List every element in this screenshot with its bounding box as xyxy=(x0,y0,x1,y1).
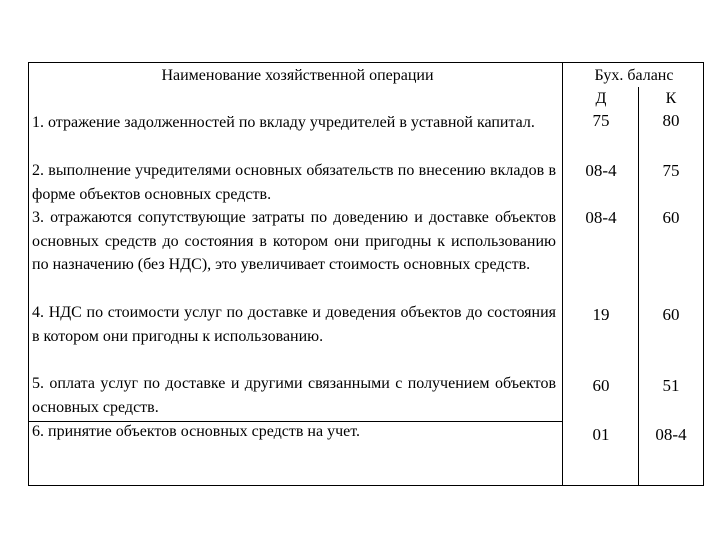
operations-table xyxy=(28,62,704,486)
debit-row-5: 60 xyxy=(592,376,610,395)
header-debit: Д xyxy=(595,90,607,107)
column-divider-operation xyxy=(562,63,563,485)
credit-row-2: 75 xyxy=(662,161,680,180)
operation-row-2: 2. выполнение учредителями основных обязательств по внесению вкладов в форме объектов основных средств. xyxy=(32,162,556,203)
operation-row-5: 5. оплата услуг по доставке и другими связанными с получением объектов основных средств. xyxy=(32,375,556,416)
debit-row-6: 01 xyxy=(592,425,610,444)
operation-row-4: 4. НДС по стоимости услуг по доставке и доведения объектов до состояния в котором они пригодны к использованию. xyxy=(32,304,556,345)
operation-row-3: 3. отражаются сопутствующие затраты по доведению и доставке объектов основных средств до состояния в котором они пригодны к использованию по назначению (без НДС), это увеличивает стоимость основных средств. xyxy=(32,209,556,274)
header-credit: К xyxy=(665,90,677,107)
debit-row-3: 08-4 xyxy=(585,208,617,227)
operation-row-1: 1. отражение задолженностей по вкладу учредителей в уставной капитал. xyxy=(32,114,535,131)
debit-row-4: 19 xyxy=(592,305,610,324)
credit-row-5: 51 xyxy=(662,376,680,395)
debit-row-2: 08-4 xyxy=(585,161,617,180)
debit-row-1: 75 xyxy=(592,111,610,130)
header-operation: Наименование хозяйственной операции xyxy=(161,67,434,84)
operation-row-6: 6. принятие объектов основных средств на учет. xyxy=(32,423,361,440)
header-balance: Бух. баланс xyxy=(594,67,674,84)
credit-row-1: 80 xyxy=(662,111,680,130)
credit-row-4: 60 xyxy=(662,305,680,324)
credit-row-3: 60 xyxy=(662,208,680,227)
credit-row-6: 08-4 xyxy=(655,425,687,444)
